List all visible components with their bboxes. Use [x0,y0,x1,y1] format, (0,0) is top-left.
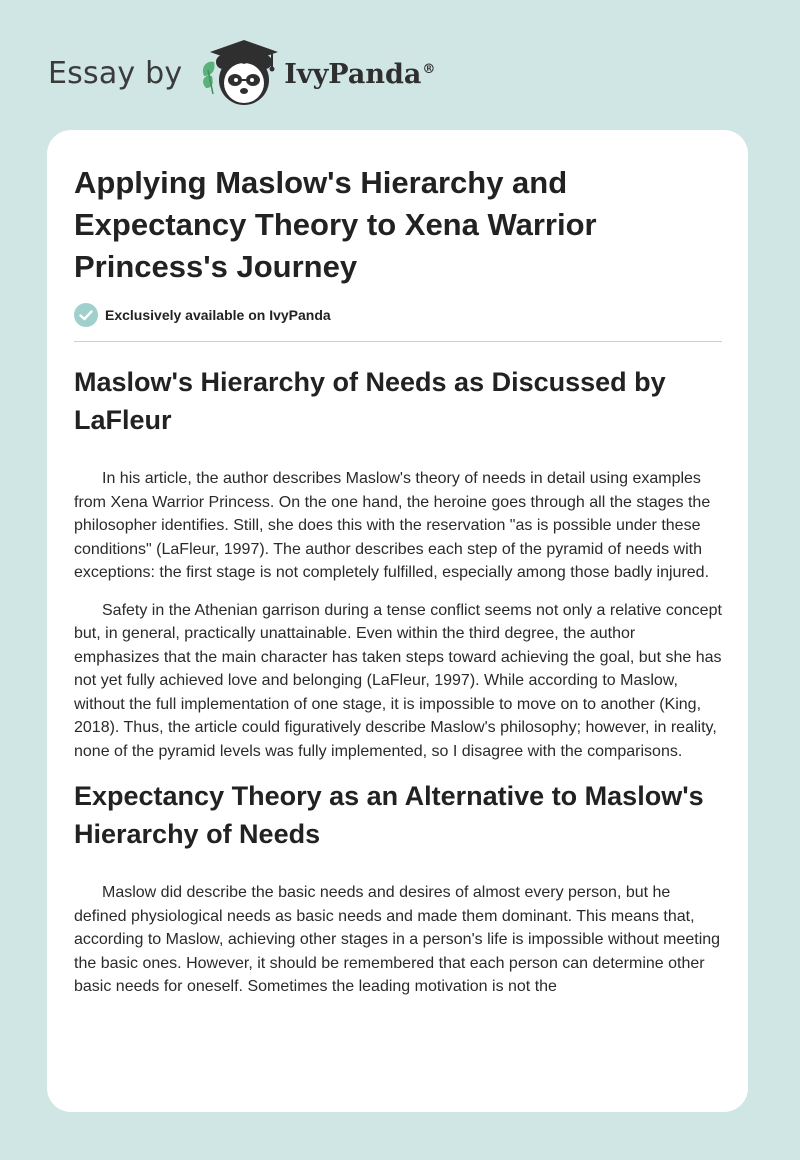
panda-logo-icon[interactable] [198,36,282,110]
paragraph: Maslow did describe the basic needs and desires of almost every person, but he defined physiological needs as basic needs and made them dominant. This means that, according to Maslow, achieving other stages in a person's life is impossible without meeting the basic ones. However, it should be remembered that each person can determine other basic needs for oneself. Sometimes the leading motivation is not the [74,884,721,995]
exclusive-badge [74,302,722,328]
brand-prefix: Essay by [48,55,183,91]
paragraph: In his article, the author describes Maslow's theory of needs in detail using examples from Xena Warrior Princess. On the one hand, the heroine goes through all the stages the philosopher identifies. Still, she does this with the reservation "as is possible under these conditions" (LaFleur, 1997). The author describes each step of the pyramid of needs with exceptions: the first stage is not completely fulfilled, especially among those badly injured. [74,470,711,581]
section-heading-expectancy: Expectancy Theory as an Alternative to Maslow's Hierarchy of Needs [74,781,704,849]
exclusive-text: Exclusively available on IvyPanda [105,307,331,323]
divider [74,341,722,342]
article-title: Applying Maslow's Hierarchy and Expectancy Theory to Xena Warrior Princess's Journey [74,165,597,284]
brand-header [48,36,435,110]
check-circle-icon [74,303,98,327]
brand-name: IvyPanda® [284,58,436,90]
paragraph: Safety in the Athenian garrison during a tense conflict seems not only a relative concept but, in general, practically unattainable. Even within the third degree, the author emphasizes that the main character has taken steps toward achieving the goal, but she has not yet fully achieved love and belonging (LaFleur, 1997). While according to Maslow, without the full implementation of one stage, it is impossible to move on to another (King, 2018). Thus, the article could figuratively describe Maslow's philosophy; however, in reality, none of the pyramid levels was fully implemented, so I disagree with the comparisons. [74,601,722,760]
section-heading-maslow: Maslow's Hierarchy of Needs as Discussed by LaFleur [74,367,666,435]
registered-mark: ® [422,61,436,77]
article-card [47,130,748,1112]
